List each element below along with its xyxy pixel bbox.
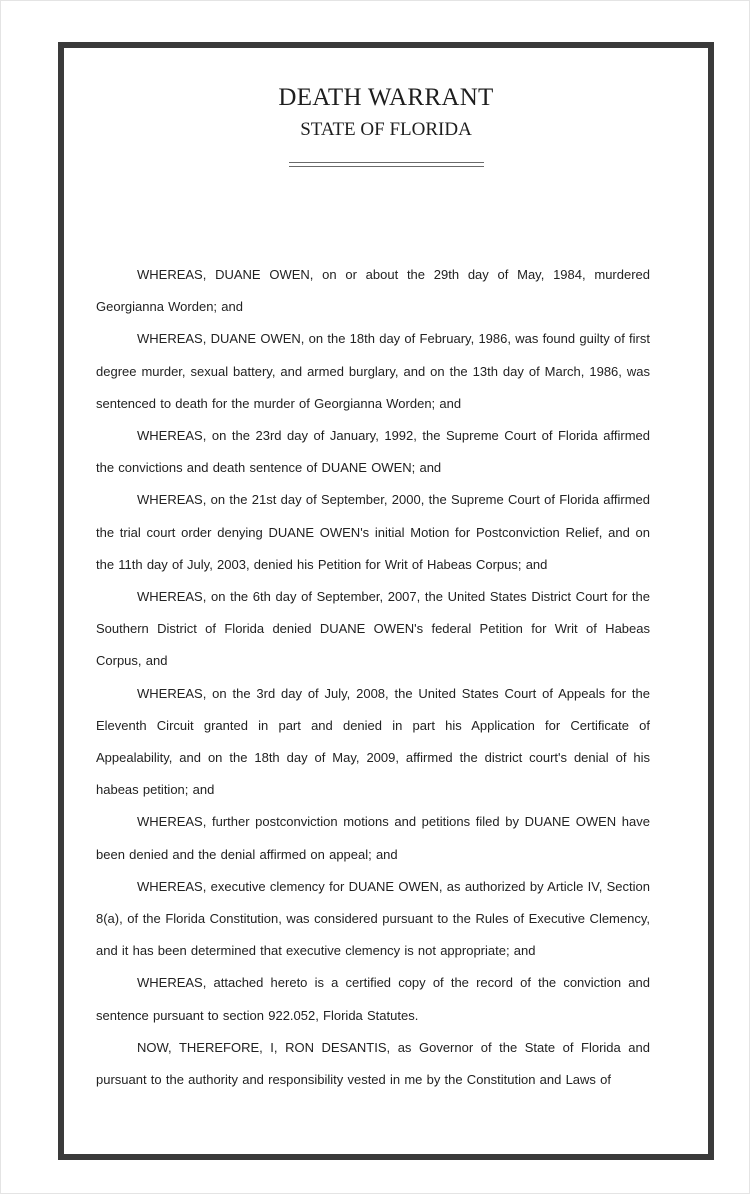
document-border (58, 42, 714, 1160)
paragraph-certified-record: WHEREAS, attached hereto is a certified copy of the record of the conviction and sentence pursuant to section 922.052, Florida Statutes. (96, 975, 650, 1023)
paragraph-further-motions: WHEREAS, further postconviction motions and petitions filed by DUANE OWEN have been denied and the denial affirmed on appeal; and (96, 814, 650, 862)
title-double-rule (289, 162, 484, 167)
document-subtitle: STATE OF FLORIDA (300, 119, 472, 140)
paragraph-murder: WHEREAS, DUANE OWEN, on or about the 29th day of May, 1984, murdered Georgianna Worden; and (96, 267, 650, 315)
paragraph-supreme-court-1992: WHEREAS, on the 23rd day of January, 1992, the Supreme Court of Florida affirmed the convictions and death sentence of DUANE OWEN; and (96, 428, 650, 476)
paragraph-supreme-court-2000: WHEREAS, on the 21st day of September, 2000, the Supreme Court of Florida affirmed the trial court order denying DUANE OWEN's initial Motion for Postconviction Relief, and on the 11th day of July, 2003, denied his Petition for Writ of Habeas Corpus; and (96, 492, 650, 572)
document-header (64, 83, 708, 167)
paragraph-district-court-2007: WHEREAS, on the 6th day of September, 2007, the United States District Court for the Southern District of Florida denied DUANE OWEN's federal Petition for Writ of Habeas Corpus, and (96, 589, 650, 669)
paragraph-now-therefore: NOW, THEREFORE, I, RON DESANTIS, as Governor of the State of Florida and pursuant to the authority and responsibility vested in me by the Constitution and Laws of (96, 1039, 650, 1088)
paragraph-court-of-appeals-2008: WHEREAS, on the 3rd day of July, 2008, the United States Court of Appeals for the Eleventh Circuit granted in part and denied in part his Application for Certificate of Appealability, and on the 18th day of May, 2009, affirmed the district court's denial of his habeas petition; and (96, 685, 650, 798)
document-body (96, 259, 650, 1096)
document-title: DEATH WARRANT (278, 84, 494, 111)
paragraph-conviction: WHEREAS, DUANE OWEN, on the 18th day of February, 1986, was found guilty of first degree murder, sexual battery, and armed burglary, and on the 13th day of March, 1986, was sentenced to death for the murder of Georgianna Worden; and (96, 331, 650, 411)
paragraph-clemency: WHEREAS, executive clemency for DUANE OWEN, as authorized by Article IV, Section 8(a), of the Florida Constitution, was considered pursuant to the Rules of Executive Clemency, and it has been determined that executive clemency is not appropriate; and (96, 878, 650, 959)
